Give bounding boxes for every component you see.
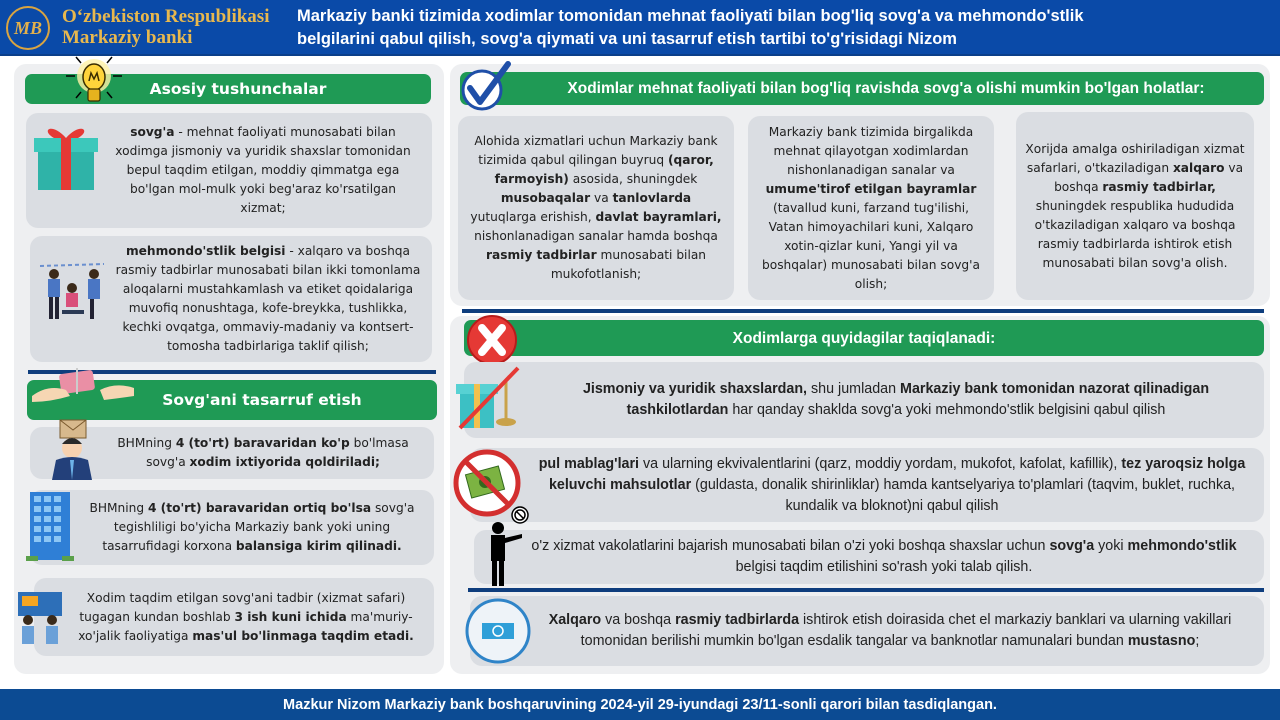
text: sovg'a tegishliligi bo'yicha Markaziy bank yoki uning tasarrufidagi korxona bbox=[102, 501, 415, 553]
banknote-coin-icon bbox=[464, 598, 532, 664]
checkmark-icon bbox=[458, 60, 514, 112]
prohibited-heading: Xodimlarga quyidagilar taqiqlanadi: bbox=[732, 329, 996, 347]
text: munosabati bilan mukofotlanish; bbox=[550, 248, 707, 281]
text: Markaziy bank tizimida birgalikda mehnat qilayotgan xodimlardan nishonlanadigan sanalar va bbox=[768, 124, 974, 177]
text: nishonlanadigan sanalar hamda boshqa bbox=[474, 229, 718, 243]
people-party-icon bbox=[36, 260, 108, 324]
text-bold: rasmiy tadbirlar bbox=[485, 248, 597, 262]
disposal-card-3 bbox=[34, 578, 434, 656]
text: Xorijda amalga oshiriladigan xizmat safarlari, o'tkaziladigan bbox=[1025, 141, 1245, 175]
document-title bbox=[297, 5, 1272, 51]
text: asosida, shuningdek bbox=[568, 172, 698, 186]
hospitality-definition: - xalqaro va boshqa rasmiy tadbirlar munosabati bilan ikki tomonlama aloqalarni mustahkamlash va etiket qoidalariga muvofiq nonushtaga, kofe-breykka, tushlikka, kechki ovqatga, ommaviy-madaniy va kontsert-tomosha tadbirlariga taklif qilish; bbox=[115, 244, 421, 353]
prohibited-heading-bar bbox=[464, 320, 1264, 356]
text-bold: balansiga kirim qilinadi. bbox=[235, 539, 402, 553]
text: Xodim taqdim etilgan sovg'ani tadbir (xizmat safari) tugagan kundan boshlab bbox=[79, 590, 406, 624]
right-divider-bottom bbox=[468, 588, 1264, 592]
presentation-people-icon bbox=[16, 588, 66, 646]
gift-handover-icon bbox=[30, 366, 136, 410]
text-bold: pul mablag'lari bbox=[538, 455, 640, 472]
text-bold: sovg'a bbox=[1049, 538, 1095, 554]
allowed-card-2 bbox=[748, 116, 994, 300]
prohibited-card-2 bbox=[470, 448, 1264, 522]
text-bold: umume'tirof etilgan bayramlar bbox=[765, 181, 977, 196]
concepts-heading: Asosiy tushunchalar bbox=[149, 80, 327, 98]
card-text bbox=[530, 610, 1250, 652]
text-bold: rasmiy tadbirlar, bbox=[1102, 179, 1216, 194]
text-bold: rasmiy tadbirlarda bbox=[675, 612, 800, 628]
gift-definition: - mehnat faoliyati munosabati bilan xodimga jismoniy va yuridik shaxslar tomonidan bepul taqdim etilgan, moddiy qimmatga ega bo'lgan mol-mulk yoki beg'araz ko'rsatilgan xizmat; bbox=[115, 125, 411, 215]
text: har qanday shaklda sovg'a yoki mehmondo'stlik belgisini qabul qilish bbox=[728, 402, 1166, 418]
logo-monogram: MB bbox=[13, 17, 42, 38]
text-bold: Markaziy bank tomonidan nazorat qilinadigan tashkilotlardan bbox=[626, 381, 1210, 418]
text-bold: xodim ixtiyorida qoldiriladi; bbox=[189, 455, 380, 469]
red-x-icon bbox=[466, 314, 518, 366]
card-text bbox=[466, 132, 726, 284]
happy-man-envelope-icon bbox=[46, 418, 98, 480]
card-text bbox=[754, 123, 988, 294]
exception-card bbox=[470, 596, 1264, 666]
text: (tavallud kuni, farzand tug'ilishi, Vatan himoyachilari kuni, Xalqaro xotin-qizlar kuni, Yangi yil va boshqalar) munosabati bilan sovg'a olish; bbox=[762, 200, 980, 291]
text: yutuqlarga erishish, bbox=[470, 210, 596, 224]
text: va bbox=[590, 191, 613, 205]
text: BHMning bbox=[117, 436, 176, 450]
prohibited-card-1 bbox=[464, 362, 1264, 438]
text: va boshqa bbox=[601, 612, 676, 628]
header bbox=[0, 0, 1280, 56]
allowed-card-1 bbox=[458, 116, 734, 300]
card-text bbox=[514, 536, 1254, 578]
right-divider-top bbox=[462, 309, 1264, 313]
text: Alohida xizmatlari uchun Markaziy bank tizimida qabul qilingan buyruq bbox=[474, 134, 718, 167]
text: (guldasta, donalik shirinliklar) hamda kantselyariya to'plamlari (taqvim, buklet, ruchka, kundalik va bloknot)ni qabul qilish bbox=[691, 476, 1236, 514]
bank-name-line1: O‘zbekiston Respublikasi bbox=[62, 6, 270, 27]
text: ishtirok etish doirasida chet el markaziy banklari va ularning vakillari tomonidan berilishi mumkin bo'lgan esdalik tangalar va banknotlar namunalari bundan bbox=[580, 612, 1232, 649]
card-text bbox=[1022, 140, 1248, 273]
card-text bbox=[530, 454, 1254, 517]
text-bold: tez yaroqsiz holga keluvchi mahsulotlar bbox=[548, 455, 1246, 493]
text: shu jumladan bbox=[807, 381, 901, 397]
text: yoki bbox=[1094, 538, 1128, 554]
allowed-card-3 bbox=[1016, 112, 1254, 300]
disposal-card-2 bbox=[30, 490, 434, 565]
person-no-request-icon bbox=[484, 504, 538, 588]
text: bo'lmasa sovg'a bbox=[146, 436, 409, 469]
bank-logo bbox=[6, 6, 50, 50]
text-bold: Xalqaro bbox=[548, 612, 602, 628]
gift-box-icon bbox=[32, 122, 100, 192]
hospitality-term: mehmondo'stlik belgisi bbox=[125, 244, 286, 258]
disposal-heading: Sovg'ani tasarruf etish bbox=[162, 391, 362, 409]
text-bold: tanlovlarda bbox=[612, 191, 692, 205]
title-line1: Markaziy banki tizimida xodimlar tomonidan mehnat faoliyati bilan bog'liq sovg'a va mehmondo'stlik bbox=[297, 7, 1084, 25]
text-bold: Jismoniy va yuridik shaxslardan, bbox=[582, 381, 808, 397]
text: o'z xizmat vakolatlarini bajarish munosabati bilan o'zi yoki boshqa shaxslar uchun bbox=[531, 538, 1050, 554]
text: shuningdek respublika hududida o'tkaziladigan xalqaro va boshqa rasmiy tadbirlarda ishtirok etish munosabati bilan sovg'a olish. bbox=[1034, 198, 1236, 270]
footer-text: Mazkur Nizom Markaziy bank boshqaruvining 2024-yil 29-iyundagi 23/11-sonli qarori bilan tasdiqlangan. bbox=[283, 696, 997, 713]
card-text bbox=[544, 379, 1248, 421]
allowed-heading: Xodimlar mehnat faoliyati bilan bog'liq ravishda sovg'a olishi mumkin bo'lgan holatlar: bbox=[567, 80, 1205, 97]
title-line2: belgilarini qabul qilish, sovg'a qiymati va uni tasarruf etish tartibi to'g'risidagi Nizom bbox=[297, 30, 957, 48]
text-bold: xalqaro bbox=[1172, 160, 1225, 175]
text: va ularning ekvivalentlarini (qarz, moddiy yordam, mukofot, kafolat, kafillik), bbox=[639, 455, 1122, 472]
text: va boshqa bbox=[1054, 160, 1244, 194]
allowed-heading-bar bbox=[460, 72, 1264, 105]
text-bold: mustasno bbox=[1127, 633, 1196, 649]
lightbulb-icon bbox=[58, 52, 130, 110]
text: belgisi taqdim etilishini so'rash yoki talab qilish. bbox=[735, 559, 1033, 575]
gift-term: sovg'a bbox=[130, 125, 175, 139]
bank-name-line2: Markaziy banki bbox=[62, 27, 193, 48]
text-bold: 4 (to'rt) baravaridan ortiq bo'lsa bbox=[147, 501, 372, 515]
bank-name bbox=[62, 6, 269, 48]
text-bold: 3 ish kuni ichida bbox=[234, 609, 347, 624]
prohibited-card-3 bbox=[474, 530, 1264, 584]
text: BHMning bbox=[89, 501, 148, 515]
no-gift-scale-icon bbox=[454, 362, 528, 436]
text: ma'muriy-xo'jalik faoliyatiga bbox=[78, 609, 413, 643]
text-bold: mas'ul bo'linmaga taqdim etadi. bbox=[192, 628, 414, 643]
text-bold: musobaqalar bbox=[500, 191, 591, 205]
text-bold: mehmondo'stlik bbox=[1127, 538, 1237, 554]
office-building-icon bbox=[26, 488, 74, 562]
text-bold: davlat bayramlari, bbox=[595, 210, 722, 224]
text-bold: (qaror, farmoyish) bbox=[494, 153, 714, 186]
footer bbox=[0, 689, 1280, 720]
text: ; bbox=[1195, 633, 1200, 649]
text-bold: 4 (to'rt) baravaridan ko'p bbox=[175, 436, 350, 450]
